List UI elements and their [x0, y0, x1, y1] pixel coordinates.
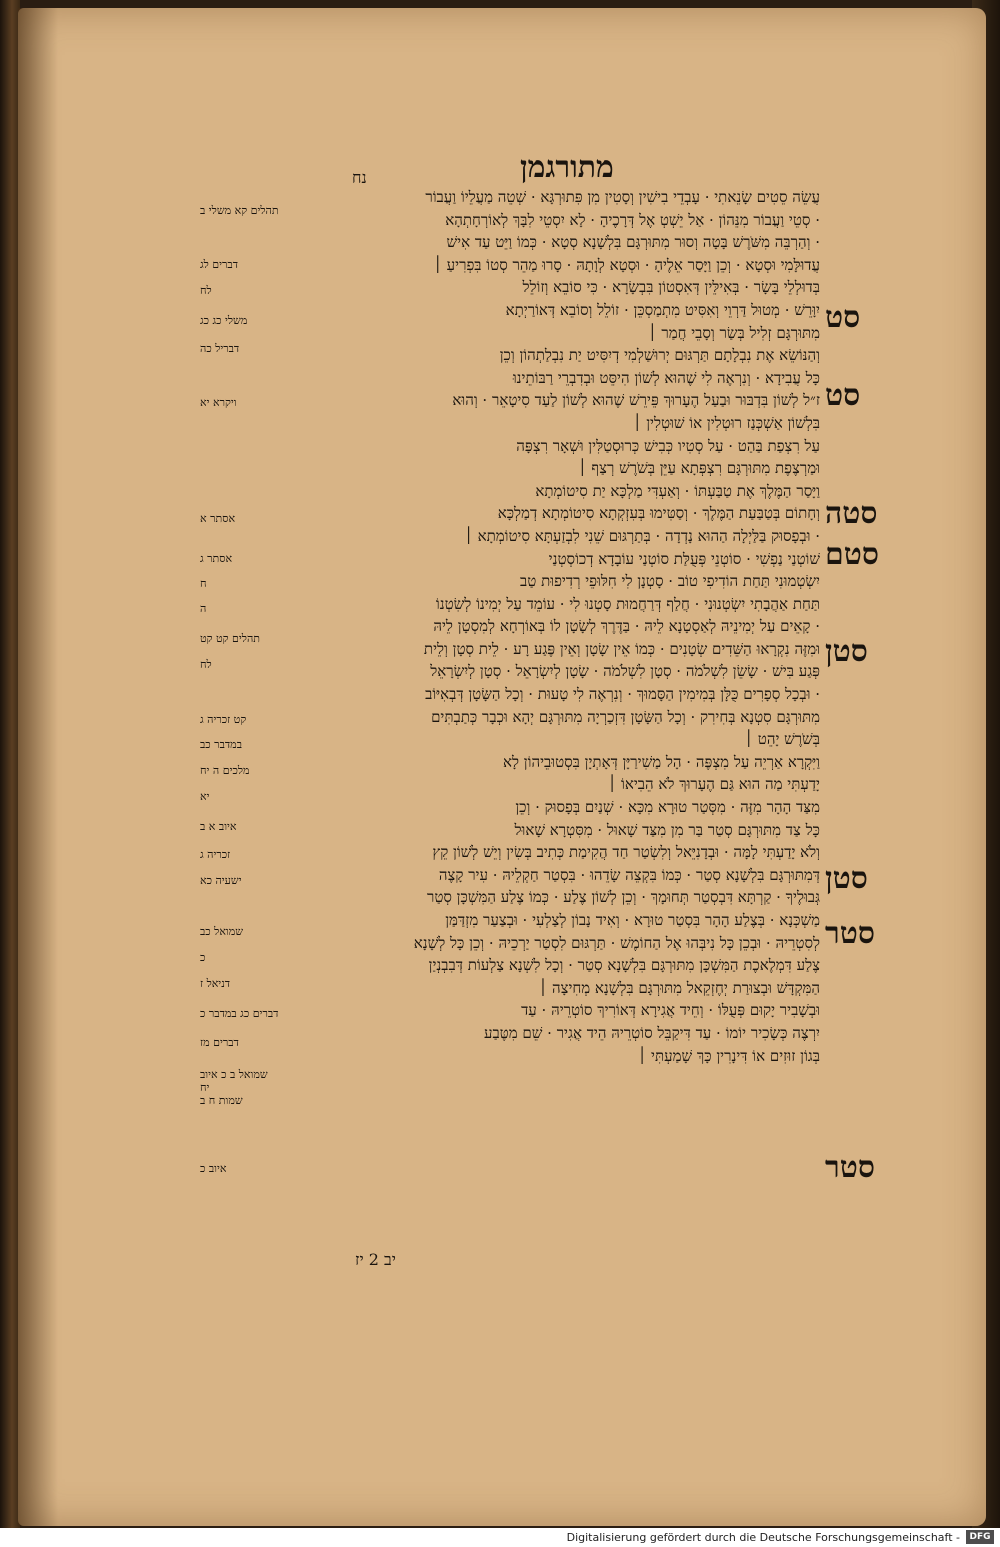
margin-reference: כ	[200, 951, 206, 964]
text-line: כָּל עֲבִידָא · וְנִרְאֶה לִי שֶׁהוּא לְשׁוֹן הִיסֵּט וּבְדִבְרֵי רַבּוֹתֵינוּ	[512, 368, 820, 387]
entry-headword: סט	[825, 300, 861, 335]
spine-shadow	[18, 8, 58, 1526]
margin-reference: שמואל ב כ איוב יח	[200, 1068, 268, 1094]
margin-reference: דברים מז	[200, 1036, 239, 1049]
margin-reference: איוב כ	[200, 1162, 227, 1175]
text-line: · סְטֵי וַעֲבוֹר מִנֵּהוֹן · אַל יֵשְׁטְ אֶל דְּרָכֶיהָ · לָא יִסְטֵי לִבָּךְ לְאוֹרְחָתְהָא	[445, 210, 820, 229]
text-line: הַמִּקְדָּשׁ וּבְצוּרַת יְחֶזְקֵאל מִתּוּרְגָּם בִּלְשָׁנָא מְחִיצָה ׀	[538, 978, 820, 997]
text-line: עֲדוּלָּמִי וּסְטָא · וְכֵן וַיָּסַר אֵלֶיהָ · וּסְטָא לְוָתָהּ · סָרוּ מַהֵר סְטוֹ בִּפְרִיעַ ׀	[433, 255, 820, 274]
text-line: יִשְׂטְמוּנִי תַּחַת הוֹדִיפִי טוֹב · סָטְנָן לִי חִלּוּפֵי רְדִיפוּת טַב	[520, 572, 820, 591]
text-line: וּבְשָׁבִיר יָקוּם פְּעֻלּוֹ · וְחֵיד אֲגִירָא דְּאוֹרִיךְ סוֹטְרֵיהּ · עַד	[521, 1001, 820, 1020]
footer-credit: Digitalisierung gefördert durch die Deutsche Forschungsgemeinschaft -	[566, 1531, 960, 1544]
text-line: · וּבְפָסוּק בַּלַּיְלָה הַהוּא נָדְדָה · בְּתַרְגּוּם שֵׁנִי לִבְזַעְתָּא סִיטוֹמְתָא ׀	[464, 526, 820, 545]
margin-reference: לח	[200, 658, 212, 671]
margin-reference: במדבר כב	[200, 738, 242, 751]
text-line: דְּמִתּוּרְגָּם בִּלְשָׁנָא סְטַר · כְּמוֹ בִּקְצֵה שָׂדֵהוּ · בִּסְטַר חַקְלֵיהּ · עִיר קָצֶה	[438, 865, 820, 884]
margin-reference: דניאל ז	[200, 977, 231, 990]
text-line: יִרְצֶה כְּשָׂכִיר יוֹמוֹ · עַד דִּיקַבֵּל סוֹטְרֵיהּ הֵיד אֲגִיר · שֵׁם מִטֶּבַע	[483, 1023, 820, 1042]
text-line: גְּבוּלֶיךָ · קַרְתָּא דִּבְסְטַר תְּחוּמָךְ · וְכֵן לְשׁוֹן צֶלַע · כְּמוֹ צֶלַע הַמִּשְׁכָּן סְטַר	[426, 888, 820, 907]
book-spine-edge	[0, 0, 20, 1530]
margin-reference: דברים לג	[200, 258, 239, 271]
text-line: בְּדוּלְלֵי בָּשָׂר · בְּאִילֵּין דְּאִסְטוֹן בִּבְשָׂרָא · כִּי סוֹבֵא וְזוֹלֵל	[522, 278, 820, 297]
text-line: מִצַּד הָהָר מִזֶּה · מִסְּטַר טוּרָא מִכָּא · שְׁנַיִם בְּפָסוּק · וְכֵן	[515, 798, 820, 817]
text-line: כָּל צַד מִתּוּרְגָּם סְטַר בַּר מִן מִצַּד שָׁאוּל · מִסִּטְרָא שָׁאוּל	[514, 820, 820, 839]
text-line: · וּבְכָל סְפָרִים כֻּלָּן בְּמִימִין הַסָּמוּךְ · וְנִרְאֶה לִי טָעוּת · וְכָל הַשָּׂטָן דְּבְאִיּוֹב	[425, 685, 820, 704]
text-line: בְּגוֹן זוּזִים אוֹ דִּינָרִין כָּךְ שָׁמַעְתִּי ׀	[637, 1046, 820, 1065]
text-line: צֶלַע דִּמְלֶאכֶת הַמִּשְׁכָּן מִתּוּרְגָּם בִּלְשָׁנָא סְטַר · וְכָל לִשְׁנָא צַלְעוֹת דְּבִבְנְיַן	[428, 956, 820, 975]
text-line: עַל רִצְפַת בַּהַט · עַל סְטִיו כְּבִישׁ כְּרוּסְטַלִּין וּשְׁאָר רִצְפָּה	[516, 436, 820, 455]
text-line: · וְהַרְבֵּה מִשֹּׁרֶשׁ בָּטָה וְסוּר מִתּוּרְגָּם בִּלְשָׁנָא סְטָא · כְּמוֹ וַיֵּט עַד אִישׁ	[446, 233, 820, 252]
margin-reference: ישעיה כא	[200, 874, 242, 887]
entry-headword: סטר	[825, 1150, 875, 1185]
text-line: · קָאֵים עַל יְמִינֵיהּ לְאַסְטָנָא לֵיהּ · בַּדֶּרֶךְ לְשָׂטָן לוֹ בְּאוֹרְחָא לְמִסְטָן לֵיהּ	[433, 617, 820, 636]
margin-reference: קט זכריה ג	[200, 713, 247, 726]
margin-reference: שמואל כב	[200, 925, 244, 938]
margin-reference: תהלים קא משלי ב	[200, 204, 279, 217]
margin-reference: דברים כג במדבר כ	[200, 1007, 279, 1020]
entry-headword: סטן	[825, 634, 868, 669]
entry-headword: סט	[825, 378, 861, 413]
text-line: מִתּוּרְגָּם זְלִיל בְּשַׂר וְסָבֵי חֲמַר ׀	[648, 323, 820, 342]
text-line: וַיִּקְרָא אַרְיֵה עַל מִצְפֶּה · הָל מַשִׁירַיָּן דְּאָתְיָן בִּסְטוּבֵיהוֹן לָא	[503, 752, 820, 771]
text-line: פְּגַע בִּישׁ · שָׂשֵׂן לִשְׁלֹמֹה · סְטָן לִשְׁלֹמֹה · שָׂטָן לְיִשְׂרָאֵל · סְטָן לְיִשְׂרָאֵל	[430, 662, 820, 681]
margin-reference: ח	[200, 577, 207, 590]
text-line: עֲשֵׂה סֵטִים שָׂנֵאתִי · עָבְדֵי בִישִׁין וְסָטִין מִן פִּתוּרְגָּא · שְׁטֵה מַעֲלֵיוֹ וַעֲבוֹר	[425, 188, 820, 206]
text-line: וְהַנּוֹשֵׂא אֶת נִבְלָתָם תַּרְגּוּם יְרוּשַׁלְמִי דְיִסִּיט יַת נִבְלַתְהוֹן וְכֵן	[499, 346, 820, 365]
margin-reference: דבריל כה	[200, 342, 240, 355]
text-line: ז״ל לְשׁוֹן בִּדְבּוּר וּבַעַל הֶעָרוּךְ פֵּירֵשׁ שֶׁהוּא לְשׁוֹן לַעַד סִיטָאֵר · וְהוּא	[452, 391, 820, 410]
text-line: וּמִזֶּה נִקְרָאוּ הַשֵּׁדִים שְׂטָנִים · כְּמוֹ אֵין שָׂטָן וְאֵין פֶּגַע רָע · לֵית סְטָן וְלֵית	[423, 639, 820, 658]
margin-reference: יא	[200, 790, 210, 803]
dfg-logo: DFG	[966, 1530, 994, 1544]
margin-reference: לח	[200, 284, 212, 297]
text-line: וַיָּסַר הַמֶּלֶךְ אֶת טַבַּעְתּוֹ · וְאַעְדִּי מַלְכָּא יַת סִיטוֹמְתָא	[535, 481, 820, 500]
text-line: וְחָתוֹם בְּטַבַּעַת הַמֶּלֶךְ · וְסַטִּימוּ בְּעִזְקְתָא סִיטוֹמְתָא דְמַלְכָּא	[497, 504, 820, 523]
page-title: מתורגמן	[520, 150, 614, 185]
main-text-column	[250, 186, 820, 1067]
margin-reference: איוב א ב	[200, 820, 237, 833]
text-line: לְסִטְרֵיהּ · וּבְכֵן כָּל נִיבְּהוּ אֶל הַחוֹמֶשׁ · תַּרְגּוּם לִסְטַר יַרְכֵיהּ · וְכֵן כָּל לְשָׁנָא	[413, 933, 820, 952]
margin-reference: ה	[200, 602, 207, 615]
text-line: וְלֹא יָדַעְתִּי לָמָּה · וּבְדָנִיֵּאל וְלִשְׂטַר חַד הֲקִימַת כְּתִיב בְּשִׂין וְיֵשׁ לְשׁוֹן קֵץ	[432, 843, 820, 862]
text-line: וּמַרְצֶפֶת מִתּוּרְגָּם רִצְפְּתָא עַיֵּן בְּשֹׁרֶשׁ רְצַף ׀	[578, 459, 820, 478]
entry-headword: סטה	[825, 496, 878, 531]
entry-headword: סטם	[825, 537, 879, 572]
margin-reference: אסתר א	[200, 512, 236, 525]
entry-headword: סטר	[825, 916, 875, 951]
text-line: יָדַעְתִּי מַה הוּא גַּם הֶעָרוּךְ לֹא הֵבִיאוֹ ׀	[607, 775, 820, 794]
text-line: בְּשֹׁרֶשׁ יָהֵט ׀	[744, 730, 820, 749]
text-line: מִתּוּרְגָּם סִטְנָא בְּחִירִק · וְכָל הַשָּׂטָן דִּזְכַרְיָה מִתּוּרְגָּם יְהָא וּכְבָר כְּתַבְתִּים	[431, 707, 820, 726]
entry-headword: סטן	[825, 861, 868, 896]
text-line: תַּחַת אַהֲבָתִי יִשְׂטְנוּנִי · חֲלַף דְּרַחֲמוּת סָטְנוּ לִי · עוֹמֵד עַל יְמִינוֹ לְשִׂטְנוֹ	[435, 594, 820, 613]
text-line: מַשְׁכְּנָא · בְּצֶלַע הָהָר בִּסְטַר טוּרָא · וְאִיד נָבוֹן לְצַלְעִי · וּבְצַעַר מִזְדַּמַּן	[445, 911, 820, 929]
margin-reference: אסתר ג	[200, 552, 233, 565]
margin-reference: ויקרא יא	[200, 396, 237, 409]
text-line: יִוָּרֵשׁ · מְטוּל דַּרְוֵי וְאִסִּיט מִתְמַסְכֵּן · זוֹלֵל וְסוֹבֵא דְּאוֹרַיְתָא	[505, 300, 820, 319]
margin-reference: שמות ח ב	[200, 1094, 243, 1107]
margin-reference: תהלים קט קט	[200, 632, 260, 645]
signature-mark: יב 2 יז	[355, 1250, 396, 1269]
text-line: בִּלְשׁוֹן אַשְׁכְּנַז רוּטְלִין אוֹ שׁוּטְלִין ׀	[633, 413, 820, 432]
text-line: שׁוֹטְנַי נַפְשִׁי · סוֹטְנֵי פְּעֻלַּת סוֹטְנַי עוֹבָדָא דְכוֹסְטְנַי	[548, 549, 820, 568]
margin-reference: זכריה ג	[200, 848, 231, 861]
margin-reference: משלי כג כג	[200, 314, 248, 327]
page-number: נח	[352, 168, 367, 187]
margin-reference: מלכים ה יח	[200, 764, 250, 777]
